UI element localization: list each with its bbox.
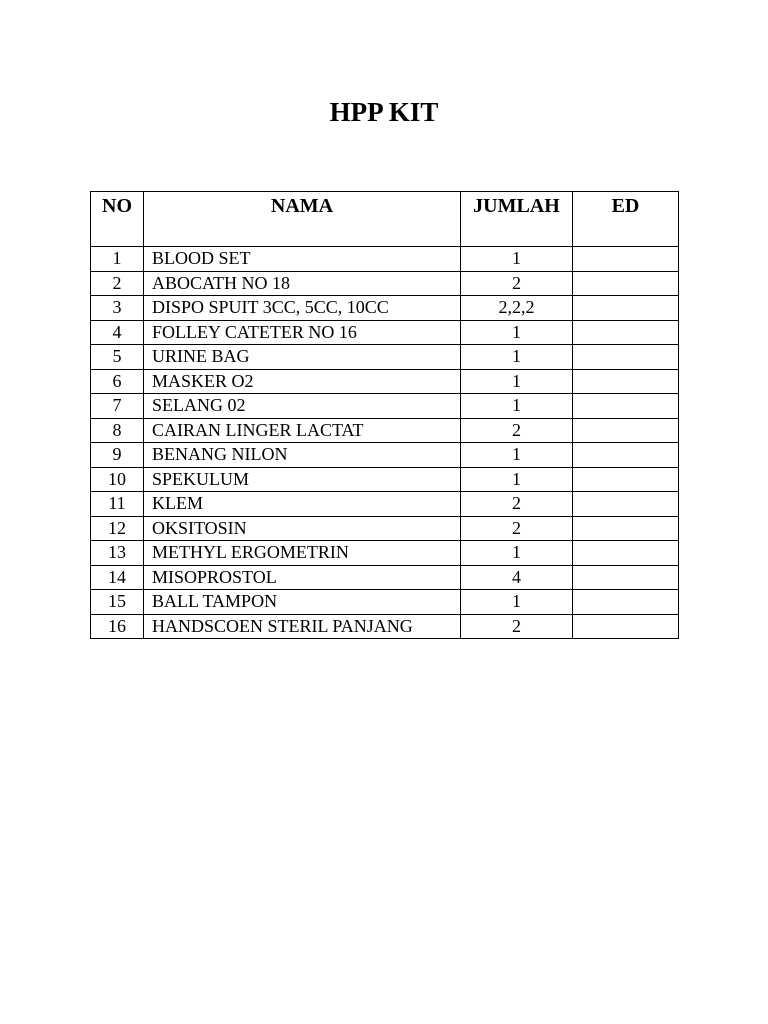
- page-title: HPP KIT: [329, 97, 439, 127]
- table-body: [91, 247, 679, 639]
- table-row: [91, 296, 679, 321]
- cell-jumlah: 1: [461, 541, 573, 566]
- table-header-row: [91, 192, 679, 247]
- cell-ed: [573, 369, 679, 394]
- cell-nama: URINE BAG: [144, 345, 461, 370]
- cell-ed: [573, 296, 679, 321]
- cell-nama: MASKER O2: [144, 369, 461, 394]
- cell-nama: FOLLEY CATETER NO 16: [144, 320, 461, 345]
- table-row: [91, 492, 679, 517]
- table-row: [91, 394, 679, 419]
- cell-no: 11: [91, 492, 144, 517]
- cell-jumlah: 1: [461, 443, 573, 468]
- cell-nama: OKSITOSIN: [144, 516, 461, 541]
- cell-ed: [573, 394, 679, 419]
- cell-ed: [573, 443, 679, 468]
- cell-nama: CAIRAN LINGER LACTAT: [144, 418, 461, 443]
- cell-ed: [573, 590, 679, 615]
- cell-jumlah: 2,2,2: [461, 296, 573, 321]
- cell-nama: HANDSCOEN STERIL PANJANG: [144, 614, 461, 639]
- cell-jumlah: 1: [461, 467, 573, 492]
- table-row: [91, 541, 679, 566]
- cell-nama: DISPO SPUIT 3CC, 5CC, 10CC: [144, 296, 461, 321]
- cell-jumlah: 1: [461, 590, 573, 615]
- cell-nama: ABOCATH NO 18: [144, 271, 461, 296]
- cell-nama: MISOPROSTOL: [144, 565, 461, 590]
- table-row: [91, 516, 679, 541]
- table-row: [91, 247, 679, 272]
- cell-jumlah: 1: [461, 394, 573, 419]
- cell-ed: [573, 492, 679, 517]
- table-row: [91, 345, 679, 370]
- cell-ed: [573, 541, 679, 566]
- table-row: [91, 614, 679, 639]
- table-row: [91, 320, 679, 345]
- cell-ed: [573, 614, 679, 639]
- cell-nama: SELANG 02: [144, 394, 461, 419]
- cell-no: 6: [91, 369, 144, 394]
- cell-no: 8: [91, 418, 144, 443]
- table-row: [91, 565, 679, 590]
- cell-ed: [573, 271, 679, 296]
- cell-nama: SPEKULUM: [144, 467, 461, 492]
- table-row: [91, 467, 679, 492]
- cell-jumlah: 2: [461, 418, 573, 443]
- cell-nama: BLOOD SET: [144, 247, 461, 272]
- header-jumlah: JUMLAH: [461, 192, 573, 247]
- header-no: NO: [91, 192, 144, 247]
- cell-jumlah: 2: [461, 271, 573, 296]
- cell-ed: [573, 345, 679, 370]
- cell-ed: [573, 320, 679, 345]
- cell-jumlah: 1: [461, 247, 573, 272]
- cell-ed: [573, 467, 679, 492]
- hpp-kit-table: [90, 191, 679, 639]
- table-row: [91, 590, 679, 615]
- cell-no: 13: [91, 541, 144, 566]
- cell-no: 7: [91, 394, 144, 419]
- cell-ed: [573, 516, 679, 541]
- table-row: [91, 418, 679, 443]
- cell-no: 1: [91, 247, 144, 272]
- cell-no: 3: [91, 296, 144, 321]
- cell-jumlah: 2: [461, 492, 573, 517]
- cell-jumlah: 4: [461, 565, 573, 590]
- cell-no: 16: [91, 614, 144, 639]
- cell-jumlah: 2: [461, 614, 573, 639]
- cell-nama: METHYL ERGOMETRIN: [144, 541, 461, 566]
- cell-no: 12: [91, 516, 144, 541]
- cell-no: 5: [91, 345, 144, 370]
- cell-jumlah: 1: [461, 369, 573, 394]
- cell-ed: [573, 418, 679, 443]
- cell-no: 14: [91, 565, 144, 590]
- header-ed: ED: [573, 192, 679, 247]
- table-row: [91, 271, 679, 296]
- cell-jumlah: 2: [461, 516, 573, 541]
- cell-ed: [573, 247, 679, 272]
- cell-jumlah: 1: [461, 320, 573, 345]
- cell-nama: BENANG NILON: [144, 443, 461, 468]
- cell-no: 15: [91, 590, 144, 615]
- table-row: [91, 443, 679, 468]
- header-nama: NAMA: [144, 192, 461, 247]
- cell-no: 4: [91, 320, 144, 345]
- cell-no: 2: [91, 271, 144, 296]
- cell-nama: BALL TAMPON: [144, 590, 461, 615]
- cell-ed: [573, 565, 679, 590]
- cell-no: 9: [91, 443, 144, 468]
- cell-no: 10: [91, 467, 144, 492]
- cell-jumlah: 1: [461, 345, 573, 370]
- table-row: [91, 369, 679, 394]
- cell-nama: KLEM: [144, 492, 461, 517]
